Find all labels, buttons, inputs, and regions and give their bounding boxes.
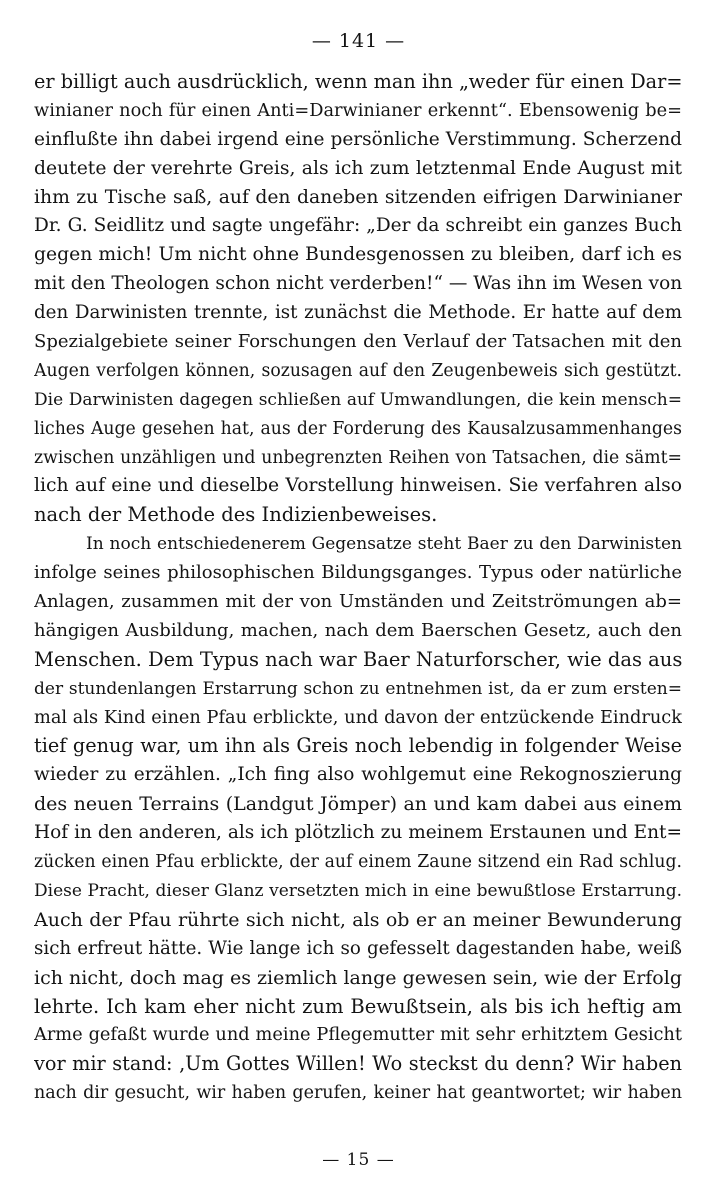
text-line: er billigt auch ausdrücklich, wenn man ihn „weder für einen Dar=	[34, 70, 682, 93]
text-line: liches Auge gesehen hat, aus der Forderung des Kausalzusammenhanges	[34, 418, 682, 439]
text-line: hängigen Ausbildung, machen, nach dem Baerschen Gesetz, auch den	[34, 619, 682, 641]
text-line: nach der Methode des Indizienbeweises.	[34, 503, 438, 527]
text-line: mal als Kind einen Pfau erblickte, und davon der entzückende Eindruck	[34, 707, 682, 728]
text-line: Menschen. Dem Typus nach war Baer Naturforscher, wie das aus	[34, 647, 682, 671]
paragraph-2	[34, 530, 682, 1108]
text-line: zücken einen Pfau erblickte, der auf einem Zaune sitzend ein Rad schlug.	[34, 852, 682, 873]
text-line: Auch der Pfau rührte sich nicht, als ob er an meiner Bewunderung	[34, 908, 682, 931]
text-line: nach dir gesucht, wir haben gerufen, keiner hat geantwortet; wir haben	[34, 1083, 682, 1104]
text-line: ihm zu Tische saß, auf den daneben sitzenden eifrigen Darwinianer	[34, 186, 682, 208]
text-line: tief genug war, um ihn als Greis noch lebendig in folgender Weise	[34, 734, 682, 758]
text-line: gegen mich! Um nicht ohne Bundesgenossen zu bleiben, darf ich es	[34, 244, 682, 266]
text-line: sich erfreut hätte. Wie lange ich so gefesselt dagestanden habe, weiß	[34, 937, 682, 959]
text-line: vor mir stand: ‚Um Gottes Willen! Wo steckst du denn? Wir haben	[34, 1052, 682, 1076]
text-line: einflußte ihn dabei irgend eine persönliche Verstimmung. Scherzend	[34, 128, 682, 150]
text-line: mit den Theologen schon nicht verderben!“ — Was ihn im Wesen von	[34, 273, 682, 295]
text-line: der stundenlangen Erstarrung schon zu entnehmen ist, da er zum ersten=	[34, 678, 682, 699]
body-text	[34, 68, 682, 1108]
text-line: lehrte. Ich kam eher nicht zum Bewußtsein, als bis ich heftig am	[34, 994, 682, 1018]
text-line: lich auf eine und dieselbe Vorstellung hinweisen. Sie verfahren also	[34, 475, 682, 497]
text-line: deutete der verehrte Greis, als ich zum letztenmal Ende August mit	[34, 157, 682, 179]
signature-mark: — 15 —	[322, 1150, 395, 1170]
page-number: — 141 —	[311, 30, 406, 52]
text-line: Augen verfolgen können, sozusagen auf den Zeugenbeweis sich gestützt.	[34, 360, 682, 381]
text-line: ich nicht, doch mag es ziemlich lange gewesen sein, wie der Erfolg	[34, 966, 682, 989]
text-line: Anlagen, zusammen mit der von Umständen und Zeitströmungen ab=	[34, 591, 682, 613]
text-line: Die Darwinisten dagegen schließen auf Umwandlungen, die kein mensch=	[34, 389, 682, 410]
text-line: Diese Pracht, dieser Glanz versetzten mich in eine bewußtlose Erstarrung.	[34, 880, 682, 901]
paragraph-1	[34, 68, 682, 530]
text-line: winianer noch für einen Anti=Darwinianer erkennt“. Ebensowenig be=	[34, 100, 682, 121]
text-line: Arme gefaßt wurde und meine Pflegemutter mit sehr erhitztem Gesicht	[34, 1025, 682, 1046]
text-line: In noch entschiedenerem Gegensatze steht Baer zu den Darwinisten	[86, 534, 682, 555]
text-line: Dr. G. Seidlitz und sagte ungefähr: „Der da schreibt ein ganzes Buch	[34, 215, 682, 237]
text-line: Spezialgebiete seiner Forschungen den Verlauf der Tatsachen mit den	[34, 331, 682, 353]
text-line: infolge seines philosophischen Bildungsganges. Typus oder natürliche	[34, 562, 682, 584]
text-line: den Darwinisten trennte, ist zunächst die Methode. Er hatte auf dem	[34, 302, 682, 324]
text-line: des neuen Terrains (Landgut Jömper) an und kam dabei aus einem	[34, 793, 682, 816]
text-line: Hof in den anderen, als ich plötzlich zu meinem Erstaunen und Ent=	[34, 822, 682, 844]
text-line: zwischen unzähligen und unbegrenzten Reihen von Tatsachen, die sämt=	[34, 447, 682, 468]
text-line: wieder zu erzählen. „Ich fing also wohlgemut eine Rekognoszierung	[34, 764, 682, 786]
